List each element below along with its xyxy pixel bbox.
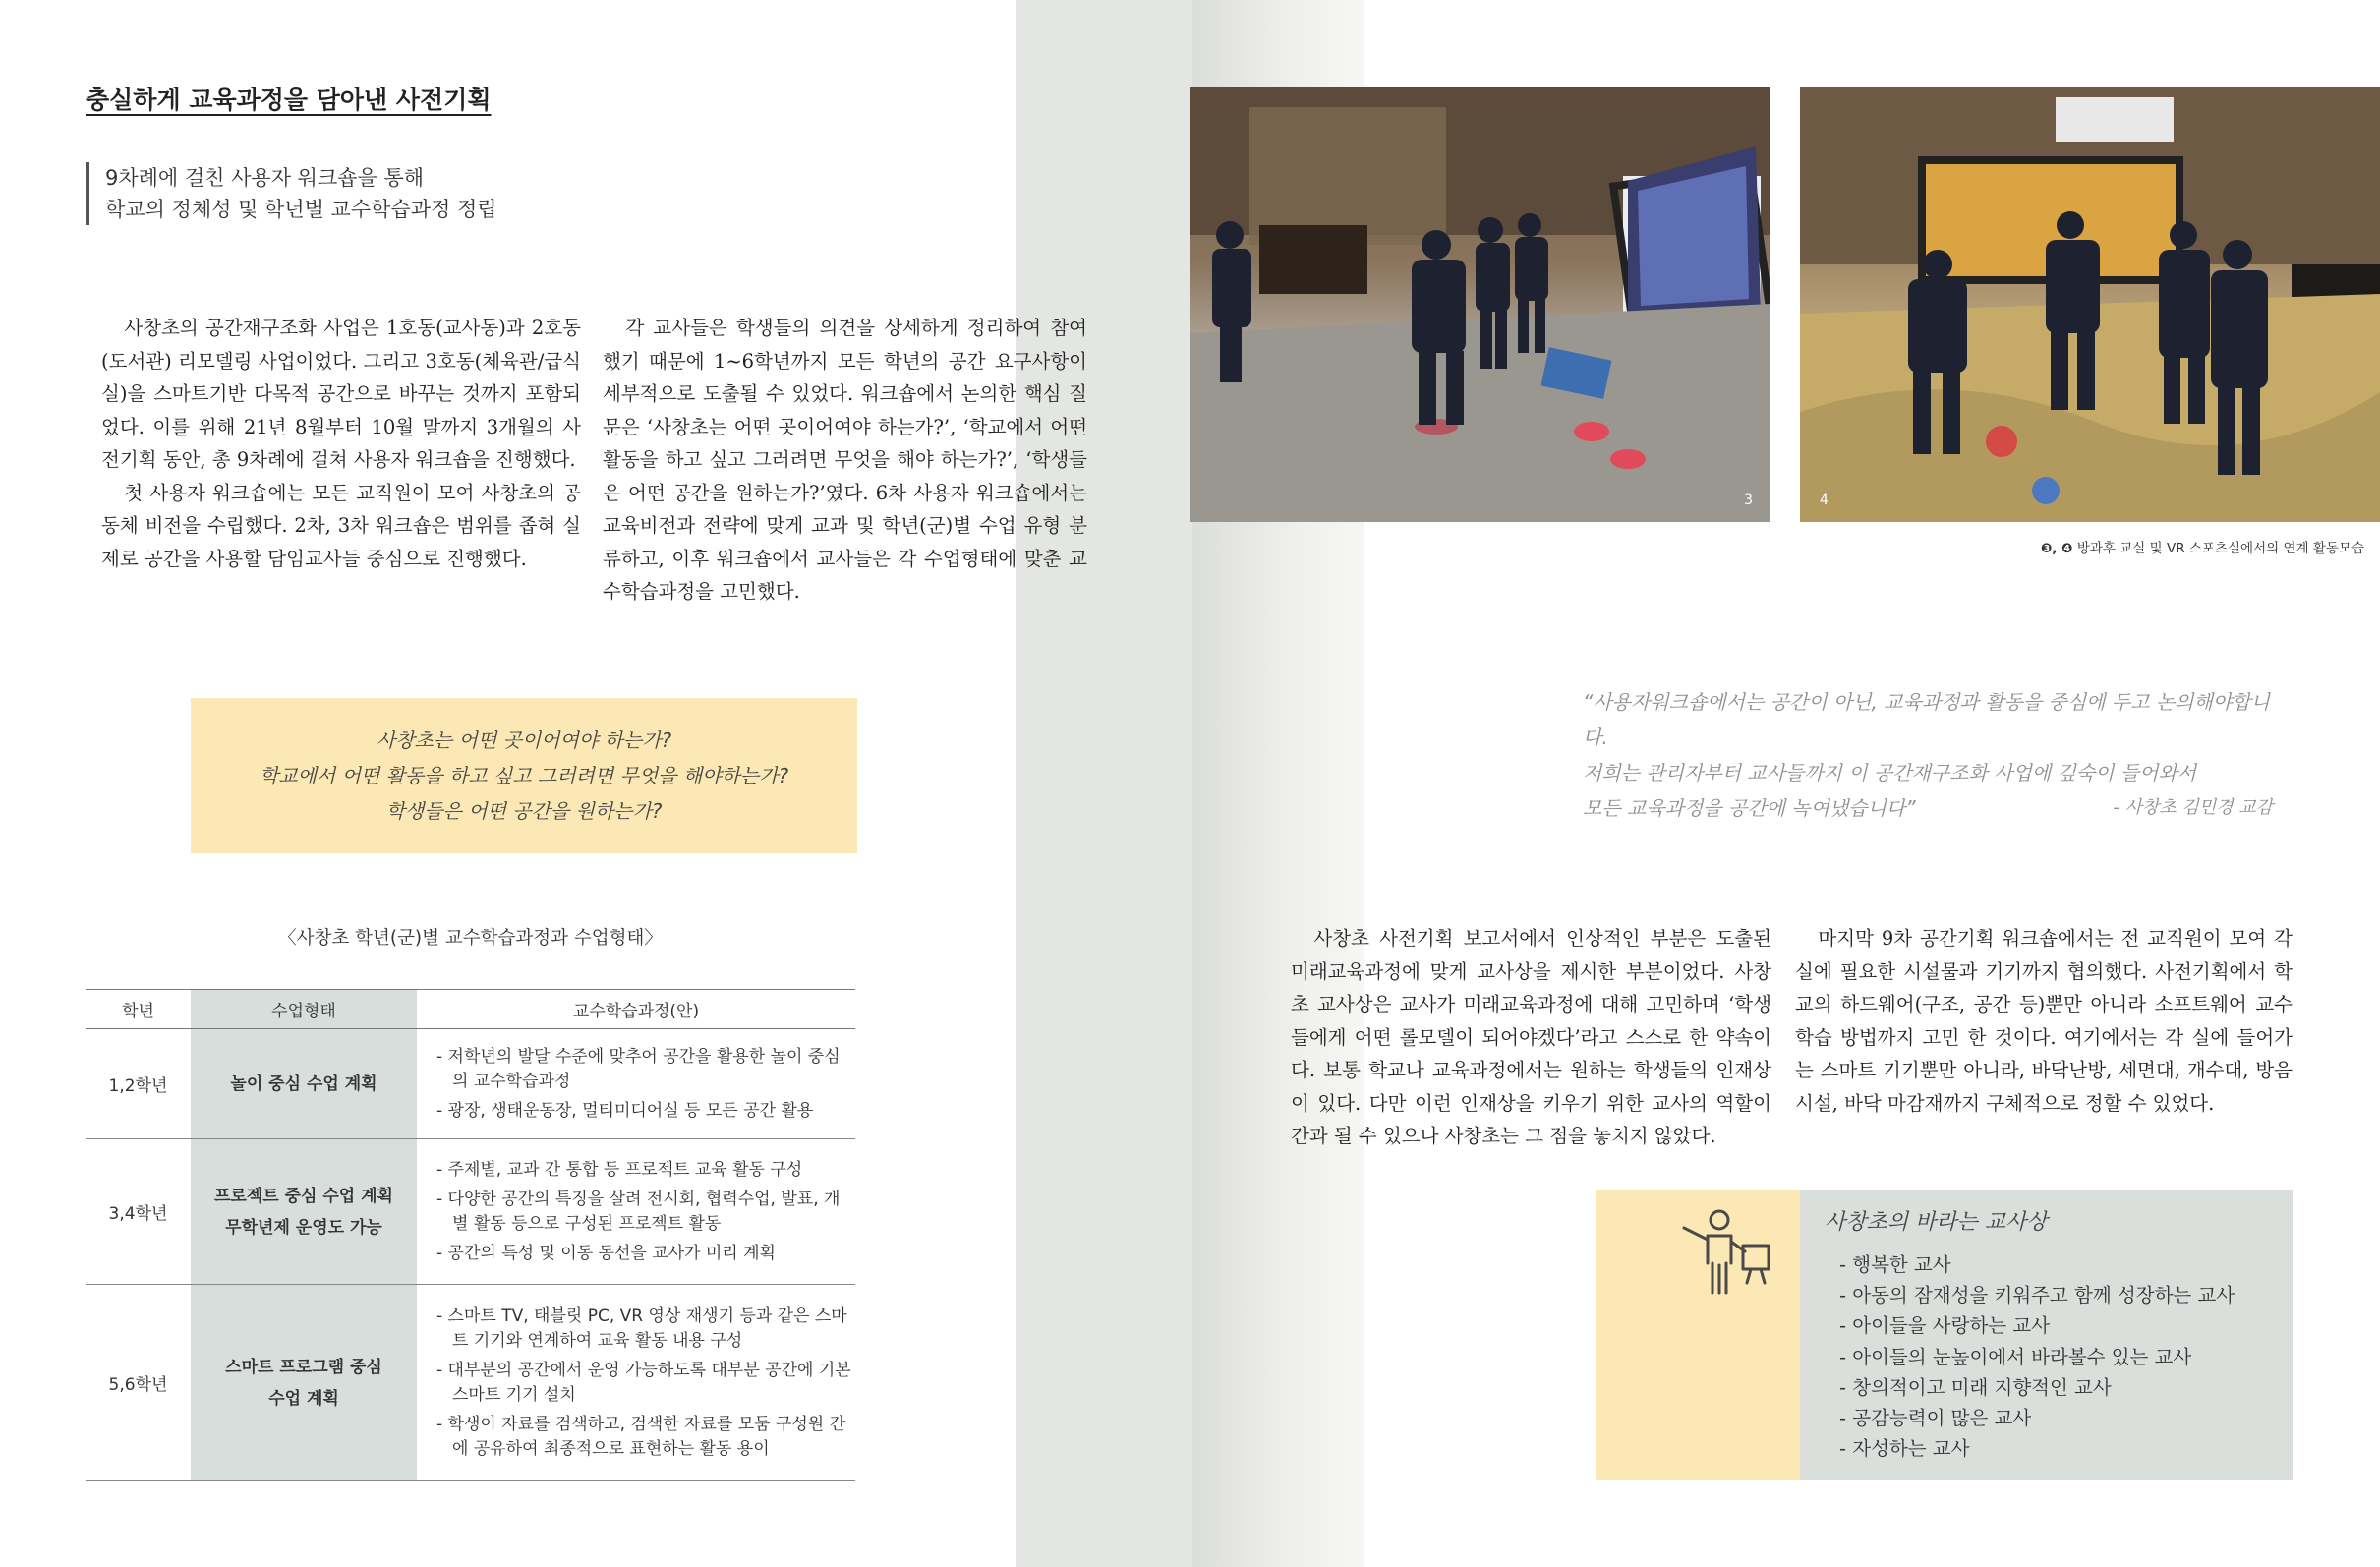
section-title: 충실하게 교육과정을 담아낸 사전기획 [86,86,492,114]
list-item: - 공감능력이 많은 교사 [1839,1407,2032,1430]
curriculum-item: - 저학년의 발달 수준에 맞추어 공간을 활용한 놀이 중심의 교수학습과정 [436,1046,841,1091]
interview-quote [1583,684,2273,826]
cell-grade: 5,6학년 [86,1285,191,1481]
curriculum-item: - 스마트 TV, 태블릿 PC, VR 영상 재생기 등과 같은 스마트 기기와 연계하여 교육 활동 내용 구성 [436,1306,847,1351]
curriculum-item: - 공간의 특성 및 이동 동선을 교사가 미리 계획 [436,1243,776,1263]
list-item: - 아이들의 눈높이에서 바라볼수 있는 교사 [1839,1345,2192,1368]
table-caption: 〈사창초 학년(군)별 교수학습과정과 수업형태〉 [278,928,663,949]
photo-caption-numbers: ❸, ❹ [2040,541,2073,556]
paragraph: 마지막 9차 공간기획 워크숍에서는 전 교직원이 모여 각 실에 필요한 시설물과 기기까지 협의했다. 사전기획에서 학교의 하드웨어(구조, 공간 등)뿐만 아니라 소프트웨어 교수학습 방법까지 고민 한 것이다. 여기에서는 각 실에 들어가는 스마트 기기뿐만 아니라, 바닥난방, 세면대, 개수대, 방음시설, 바닥 마감재까지 구체적으로 정할 수 있었다. [1795,927,2293,1115]
cell-grade: 3,4학년 [86,1139,191,1285]
quote-line: 저희는 관리자부터 교사들까지 이 공간재구조화 사업에 깊숙이 들어와서 [1583,761,2197,784]
class-type-line: 무학년제 운영도 가능 [225,1217,382,1238]
question-line: 사창초는 어떤 곳이어여야 하는가? [376,728,672,752]
cell-class-type [191,1029,417,1139]
photo-number: 4 [1820,493,1829,508]
cell-class-type [191,1139,417,1285]
photo-caption-text: 방과후 교실 및 VR 스포츠실에서의 연계 활동모습 [2076,541,2364,556]
header-curriculum: 교수학습과정(안) [417,990,855,1029]
cell-grade: 1,2학년 [86,1029,191,1139]
list-item: - 아동의 잠재성을 키워주고 함께 성장하는 교사 [1839,1284,2235,1307]
ideal-teacher-list [1839,1249,2235,1464]
table-header-row [86,990,855,1029]
table-row [86,1029,855,1139]
right-body-column-1 [1291,922,1771,1153]
photo-number: 3 [1744,493,1753,508]
left-body-column-2 [603,312,1087,609]
photo-vr-sports-room-4 [1800,87,2380,522]
curriculum-item: - 주제별, 교과 간 통합 등 프로젝트 교육 활동 구성 [436,1159,803,1180]
class-type-line: 수업 계획 [268,1388,339,1409]
right-body-column-2 [1795,922,2293,1120]
paragraph: 첫 사용자 워크숍에는 모든 교직원이 모여 사창초의 공동체 비전을 수립했다. 2차, 3차 워크숍은 범위를 좁혀 실제로 공간을 사용할 담임교사들 중심으로 진행했다. [101,481,581,570]
list-item: - 아이들을 사랑하는 교사 [1839,1314,2051,1338]
ideal-teacher-box [1596,1190,2293,1480]
cell-class-type [191,1285,417,1481]
cell-curriculum [417,1285,855,1481]
question-line: 학교에서 어떤 활동을 하고 싶고 그러려면 무엇을 해야하는가? [259,764,789,787]
question-line: 학생들은 어떤 공간을 원하는가? [385,799,663,823]
curriculum-item: - 다양한 공간의 특징을 살려 전시회, 협력수업, 발표, 개별 활동 등으로 구성된 프로젝트 활동 [436,1189,841,1234]
paragraph: 사창초 사전기획 보고서에서 인상적인 부분은 도출된 미래교육과정에 맞게 교사상을 제시한 부분이었다. 사창초 교사상은 교사가 미래교육과정에 대해 고민하며 ‘학생들에게 어떤 롤모델이 되어야겠다’라고 스스로 한 약속이다. 보통 학교나 교육과정에서는 원하는 학생들의 인재상이 있다. 다만 이런 인재상을 키우기 위한 교사의 역할이 간과 될 수 있으나 사창초는 그 점을 놓치지 않았다. [1291,927,1771,1147]
subtitle-line: 9차례에 걸친 사용자 워크숍을 통해 [105,166,425,190]
quote-line: 모든 교육과정을 공간에 녹여냈습니다” [1583,796,1916,820]
photo-caption [2041,537,2364,556]
key-questions-box [191,698,857,853]
subtitle-line: 학교의 정체성 및 학년별 교수학습과정 정립 [105,198,497,221]
curriculum-item: - 광장, 생태운동장, 멀티미디어실 등 모든 공간 활용 [436,1100,814,1121]
cell-curriculum [417,1029,855,1139]
list-item: - 자성하는 교사 [1839,1437,1970,1461]
curriculum-item: - 학생이 자료를 검색하고, 검색한 자료를 모둠 구성원 간에 공유하여 최종적으로 표현하는 활동 용이 [436,1414,846,1459]
list-item: - 행복한 교사 [1839,1253,1951,1276]
class-type-line: 프로젝트 중심 수업 계획 [214,1186,393,1206]
paragraph: 각 교사들은 학생들의 의견을 상세하게 정리하여 참여했기 때문에 1~6학년까지 모든 학년의 공간 요구사항이 세부적으로 도출될 수 있었다. 워크숍에서 논의한 핵심 질문은 ‘사창초는 어떤 곳이어여야 하는가?’, ‘학교에서 어떤 활동을 하고 싶고 그러려면 무엇을 해야 하는가?’, ‘학생들은 어떤 공간을 원하는가?’였다. 6차 사용자 워크숍에서는 교육비전과 전략에 맞게 교과 및 학년(군)별 수업 유형 분류하고, 이후 워크숍에서 교사들은 각 수업형태에 맞춘 교수학습과정을 고민했다. [603,317,1087,603]
photo-vr-classroom-3 [1190,87,1770,522]
page-gutter-left [1016,0,1192,1567]
teacher-pointing-board-icon [1680,1204,1774,1299]
class-type-line: 놀이 중심 수업 계획 [230,1074,377,1094]
paragraph: 사창초의 공간재구조화 사업은 1호동(교사동)과 2호동(도서관) 리모델링 사업이었다. 그리고 3호동(체육관/급식실)을 스마트기반 다목적 공간으로 바꾸는 것까지 포함되었다. 이를 위해 21년 8월부터 10월 말까지 3개월의 사전기획 동안, 총 9차례에 걸쳐 사용자 워크숍을 진행했다. [101,317,581,471]
cell-curriculum [417,1139,855,1285]
teacher-box-title: 사창초의 바라는 교사상 [1825,1210,2048,1235]
curriculum-table [86,989,855,1481]
header-class-type: 수업형태 [191,990,417,1029]
quote-author: - 사창초 김민경 교감 [2113,797,2273,818]
header-grade: 학년 [86,990,191,1029]
curriculum-item: - 대부분의 공간에서 운영 가능하도록 대부분 공간에 기본 스마트 기기 설치 [436,1360,851,1405]
subtitle [86,162,695,225]
quote-line: “사용자워크숍에서는 공간이 아닌, 교육과정과 활동을 중심에 두고 논의해야합니다. [1583,690,2270,749]
photo-illustration [1190,87,1770,522]
list-item: - 창의적이고 미래 지향적인 교사 [1839,1375,2112,1399]
left-body-column-1 [101,312,581,575]
photo-illustration [1800,87,2380,522]
class-type-line: 스마트 프로그램 중심 [225,1357,382,1377]
table-row [86,1285,855,1481]
icon-panel [1596,1190,1800,1480]
table-row [86,1139,855,1285]
